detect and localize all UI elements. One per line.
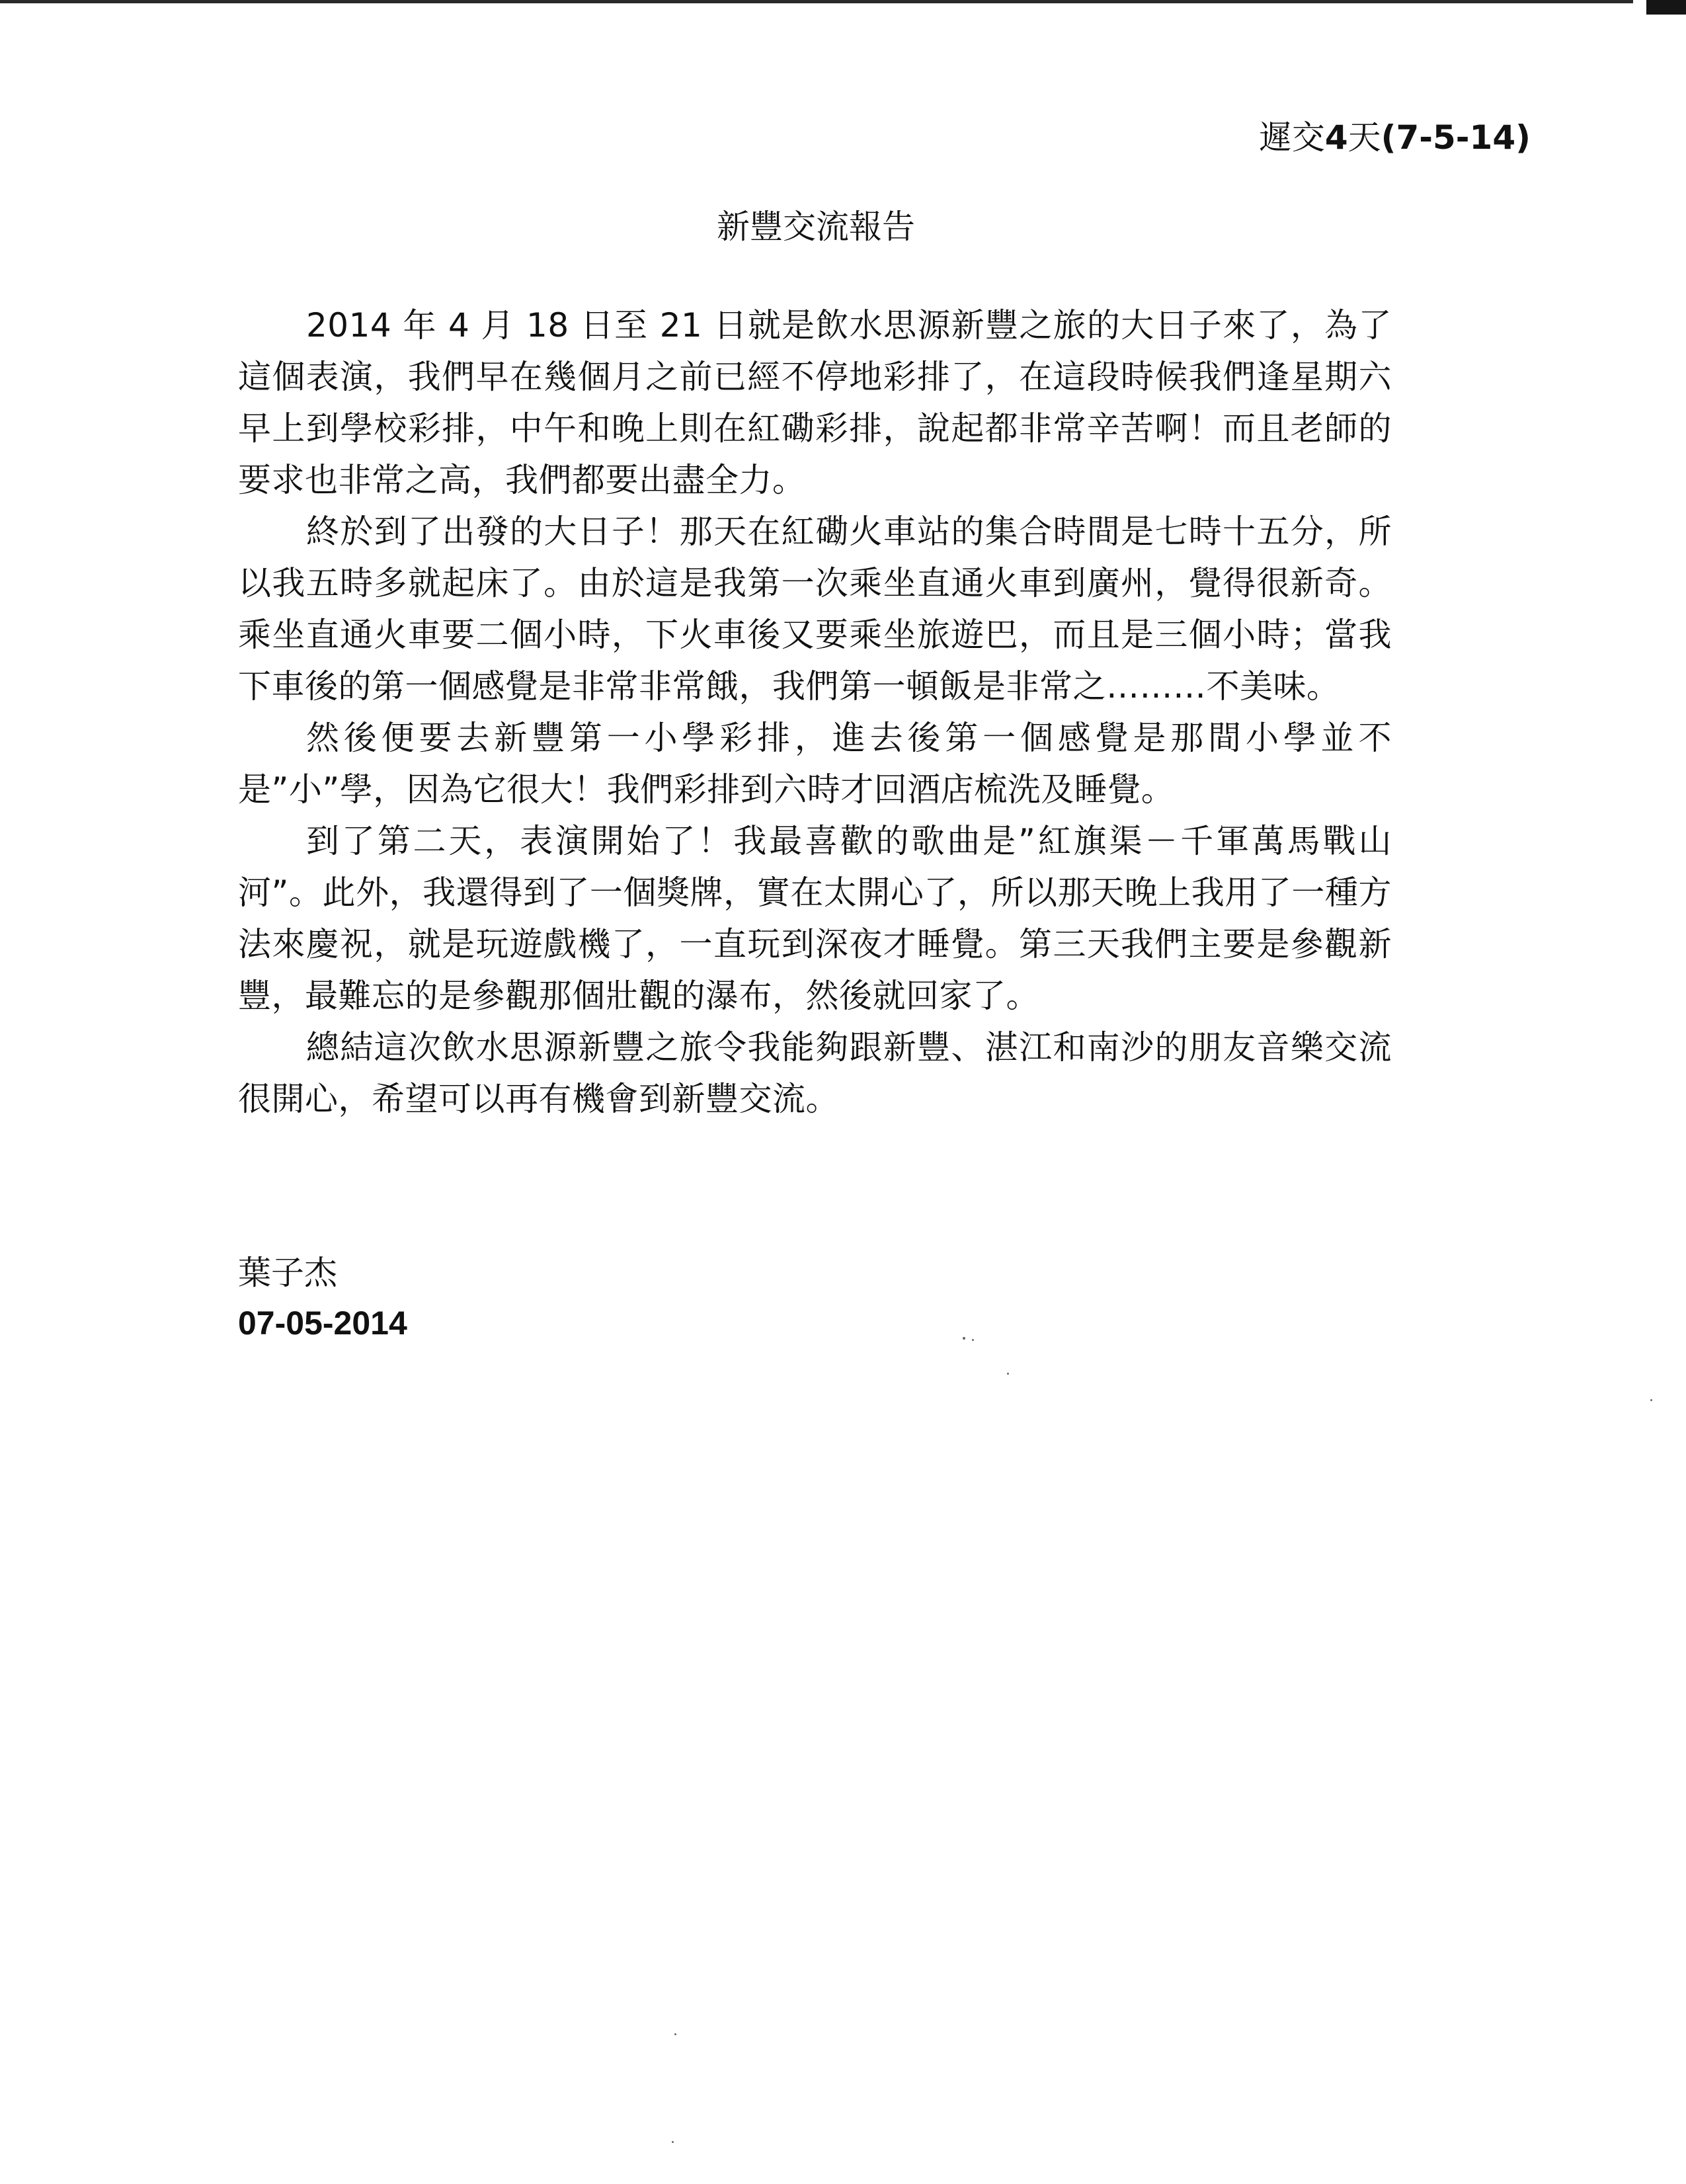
scan-speck bbox=[963, 1337, 965, 1340]
late-note-date: (7-5-14) bbox=[1381, 118, 1531, 157]
late-note-suffix: 天 bbox=[1347, 118, 1381, 157]
late-note-prefix: 遲交 bbox=[1258, 118, 1325, 157]
paragraph: 2014 年 4 月 18 日至 21 日就是飲水思源新豐之旅的大日子來了，為了這個表演，我們早在幾個月之前已經不停地彩排了，在這段時候我們逢星期六早上到學校彩排，中午和晚上則在紅磡彩排，說起都非常辛苦啊！而且老師的要求也非常之高，我們都要出盡全力。 bbox=[238, 306, 1392, 499]
author-name: 葉子杰 bbox=[238, 1254, 337, 1292]
scan-speck bbox=[674, 2033, 676, 2035]
scan-speck bbox=[1007, 1373, 1009, 1375]
scan-speck bbox=[1650, 1399, 1652, 1401]
paragraph: 總結這次飲水思源新豐之旅令我能夠跟新豐、湛江和南沙的朋友音樂交流很開心，希望可以再有機會到新豐交流。 bbox=[238, 1028, 1392, 1118]
scan-top-edge-line bbox=[0, 0, 1633, 3]
scan-speck bbox=[972, 1339, 974, 1341]
paragraph: 終於到了出發的大日子！那天在紅磡火車站的集合時間是七時十五分，所以我五時多就起床了。由於這是我第一次乘坐直通火車到廣州，覺得很新奇。乘坐直通火車要二個小時，下火車後又要乘坐旅遊巴，而且是三個小時；當我下車後的第一個感覺是非常非常餓，我們第一頓飯是非常之………不美味。 bbox=[238, 512, 1392, 706]
paragraph: 到了第二天，表演開始了！我最喜歡的歌曲是”紅旗渠－千軍萬馬戰山河”。此外，我還得到了一個獎牌，實在太開心了，所以那天晚上我用了一種方法來慶祝，就是玩遊戲機了，一直玩到深夜才睡覺。第三天我們主要是參觀新豐，最難忘的是參觀那個壯觀的瀑布，然後就回家了。 bbox=[238, 822, 1392, 1015]
paragraph: 然後便要去新豐第一小學彩排，進去後第一個感覺是那間小學並不是”小”學，因為它很大！我們彩排到六時才回酒店梳洗及睡覺。 bbox=[238, 719, 1392, 809]
late-note-number: 4 bbox=[1324, 118, 1348, 157]
late-submission-note bbox=[1259, 114, 1531, 161]
report-body bbox=[238, 300, 1392, 1125]
scan-speck bbox=[672, 2141, 674, 2143]
signature-date: 07-05-2014 bbox=[238, 1305, 407, 1342]
report-title: 新豐交流報告 bbox=[717, 208, 915, 246]
scan-right-edge-mark bbox=[1646, 0, 1686, 15]
